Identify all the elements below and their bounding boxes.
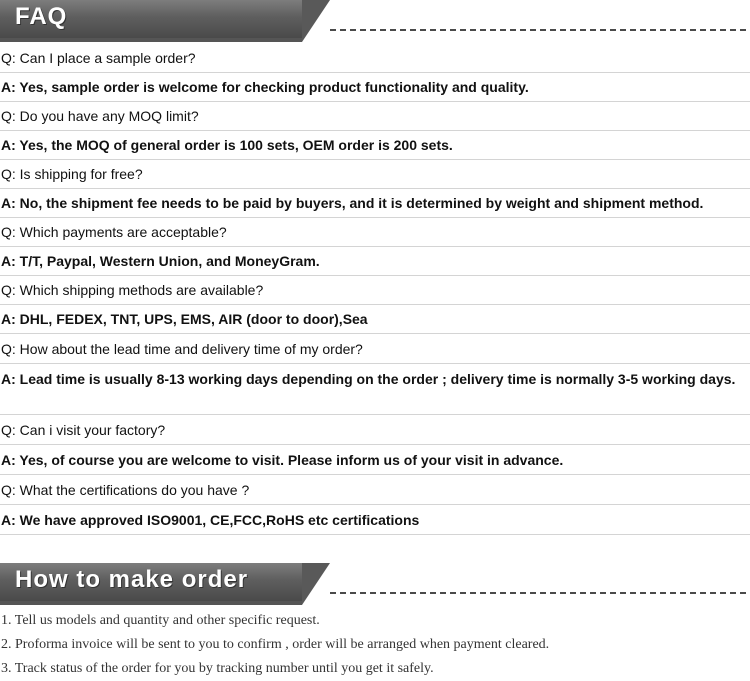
faq-answer: A: Yes, of course you are welcome to visit. Please inform us of your visit in advance. xyxy=(0,445,750,475)
faq-question: Q: Can i visit your factory? xyxy=(0,415,750,445)
faq-answer: A: Yes, the MOQ of general order is 100 sets, OEM order is 200 sets. xyxy=(0,131,750,160)
faq-header-tab xyxy=(0,0,302,42)
faq-answer: A: We have approved ISO9001, CE,FCC,RoHS etc certifications xyxy=(0,505,750,535)
faq-header-dashed-rule xyxy=(330,29,746,31)
order-header xyxy=(0,563,750,607)
order-steps xyxy=(0,609,750,681)
order-step: 3. Track status of the order for you by tracking number until you get it safely. xyxy=(1,661,434,676)
faq-question: Q: Which shipping methods are available? xyxy=(0,276,750,305)
faq-answer: A: DHL, FEDEX, TNT, UPS, EMS, AIR (door to door),Sea xyxy=(0,305,750,334)
faq-answer: A: Yes, sample order is welcome for checking product functionality and quality. xyxy=(0,73,750,102)
faq-question: Q: Can I place a sample order? xyxy=(0,44,750,73)
faq-question: Q: Which payments are acceptable? xyxy=(0,218,750,247)
faq-title: FAQ xyxy=(15,3,68,30)
order-header-tab xyxy=(0,563,302,605)
order-header-dashed-rule xyxy=(330,592,746,594)
faq-list xyxy=(0,44,750,535)
faq-answer: A: No, the shipment fee needs to be paid by buyers, and it is determined by weight and shipment method. xyxy=(0,189,750,218)
faq-question: Q: Do you have any MOQ limit? xyxy=(0,102,750,131)
order-step: 2. Proforma invoice will be sent to you to confirm , order will be arranged when payment cleared. xyxy=(1,637,550,652)
faq-answer: A: T/T, Paypal, Western Union, and MoneyGram. xyxy=(0,247,750,276)
faq-question: Q: What the certifications do you have ? xyxy=(0,475,750,505)
faq-question: Q: How about the lead time and delivery time of my order? xyxy=(0,334,750,364)
order-section xyxy=(0,563,750,681)
order-step: 1. Tell us models and quantity and other specific request. xyxy=(1,613,320,628)
faq-answer: A: Lead time is usually 8-13 working days depending on the order ; delivery time is normally 3-5 working days. xyxy=(0,364,750,415)
order-title: How to make order xyxy=(15,566,249,593)
faq-header xyxy=(0,0,750,44)
faq-question: Q: Is shipping for free? xyxy=(0,160,750,189)
